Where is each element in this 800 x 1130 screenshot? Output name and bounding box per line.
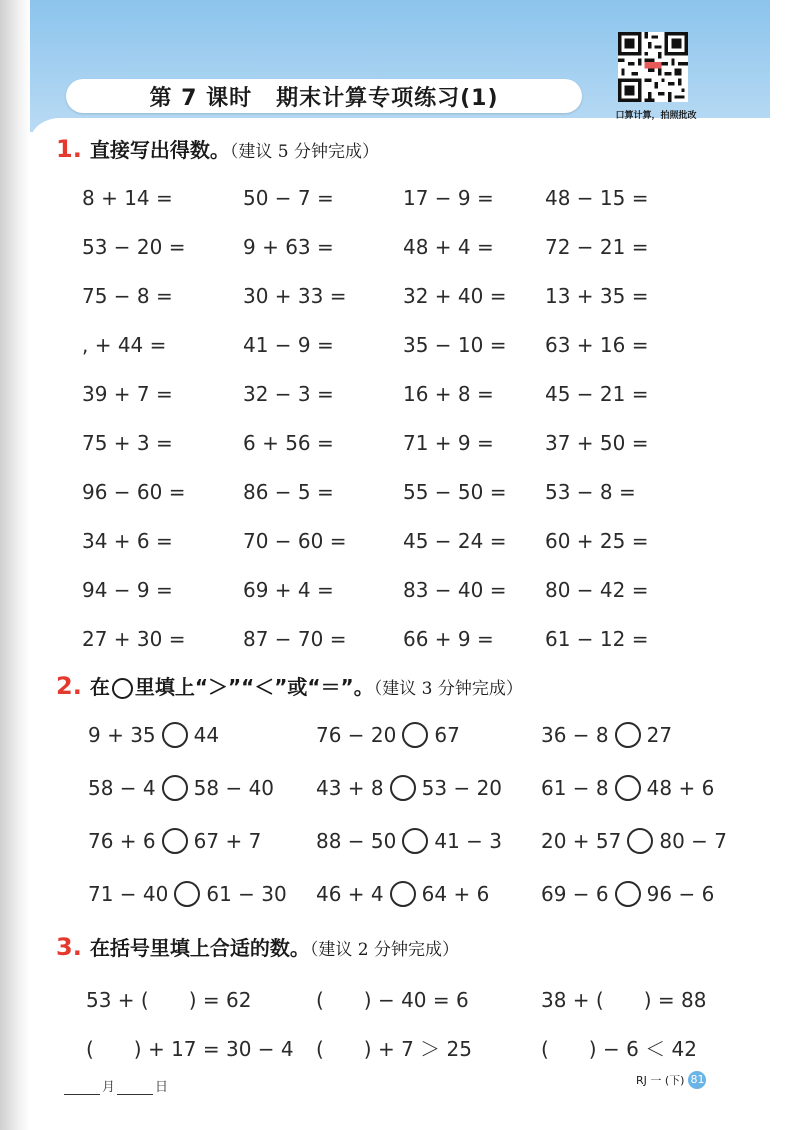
arithmetic-problem[interactable]: 8 + 14 = — [82, 186, 173, 210]
arithmetic-problem[interactable]: 70 − 60 = — [243, 529, 347, 553]
answer-circle[interactable] — [402, 722, 428, 748]
comparison-problem — [316, 722, 460, 748]
page-number: 81 — [688, 1071, 706, 1089]
edition-label: RJ 一 (下) — [636, 1074, 685, 1087]
left-expression: 9 + 35 — [88, 723, 156, 747]
arithmetic-problem[interactable]: 17 − 9 = — [403, 186, 494, 210]
arithmetic-problem[interactable]: 96 − 60 = — [82, 480, 186, 504]
right-expression: 58 − 40 — [193, 776, 275, 800]
arithmetic-problem[interactable]: 75 − 8 = — [82, 284, 173, 308]
fill-blank-problem[interactable]: ( ) − 6 ＜ 42 — [541, 1037, 697, 1061]
left-expression: 69 − 6 — [541, 882, 609, 906]
section2-number: 2. — [56, 672, 82, 700]
arithmetic-problem[interactable]: 53 − 20 = — [82, 235, 186, 259]
arithmetic-problem[interactable]: 13 + 35 = — [545, 284, 649, 308]
section3-number: 3. — [56, 933, 82, 961]
comparison-problem — [541, 828, 727, 854]
comparison-problem — [541, 881, 714, 907]
section1-heading — [56, 134, 379, 163]
right-expression: 53 − 20 — [421, 776, 503, 800]
day-label: 日 — [155, 1080, 169, 1095]
arithmetic-problem[interactable]: 30 + 33 = — [243, 284, 347, 308]
arithmetic-problem[interactable]: 35 − 10 = — [403, 333, 507, 357]
left-expression: 71 − 40 — [88, 882, 169, 906]
fill-blank-problem[interactable]: ( ) − 40 = 6 — [316, 988, 469, 1012]
comparison-problem — [541, 722, 672, 748]
arithmetic-problem[interactable]: 80 − 42 = — [545, 578, 649, 602]
arithmetic-problem[interactable]: , + 44 = — [82, 333, 167, 357]
answer-circle[interactable] — [402, 828, 428, 854]
right-expression: 41 − 3 — [434, 829, 503, 853]
fill-blank-problem[interactable]: 38 + ( ) = 88 — [541, 988, 707, 1012]
left-expression: 76 − 20 — [316, 723, 397, 747]
arithmetic-problem[interactable]: 86 − 5 = — [243, 480, 334, 504]
arithmetic-problem[interactable]: 75 + 3 = — [82, 431, 173, 455]
fill-blank-problem[interactable]: ( ) + 17 = 30 − 4 — [86, 1037, 294, 1061]
section2-instruction-b: 里填上“＞”“＜”或“＝”。 — [134, 675, 374, 699]
arithmetic-problem[interactable]: 66 + 9 = — [403, 627, 494, 651]
arithmetic-problem[interactable]: 45 − 21 = — [545, 382, 649, 406]
section2-heading — [56, 671, 523, 700]
answer-circle[interactable] — [390, 775, 416, 801]
arithmetic-problem[interactable]: 6 + 56 = — [243, 431, 334, 455]
arithmetic-problem[interactable]: 72 − 21 = — [545, 235, 649, 259]
section2-instruction-a: 在 — [89, 675, 110, 699]
left-expression: 58 − 4 — [88, 776, 156, 800]
section1-hint: （建议 5 分钟完成） — [229, 142, 379, 162]
answer-circle[interactable] — [615, 722, 641, 748]
arithmetic-problem[interactable]: 55 − 50 = — [403, 480, 507, 504]
arithmetic-problem[interactable]: 53 − 8 = — [545, 480, 636, 504]
arithmetic-problem[interactable]: 16 + 8 = — [403, 382, 494, 406]
section2-hint: （建议 3 分钟完成） — [373, 679, 523, 699]
comparison-problem — [316, 881, 489, 907]
qr-caption: 口算计算，拍照批改 — [615, 111, 697, 121]
comparison-problem — [88, 722, 219, 748]
answer-circle[interactable] — [162, 828, 188, 854]
left-expression: 46 + 4 — [316, 882, 384, 906]
section1-instruction: 直接写出得数。 — [89, 138, 230, 162]
right-expression: 44 — [193, 723, 220, 747]
comparison-problem — [316, 775, 502, 801]
comparison-problem — [316, 828, 502, 854]
right-expression: 64 + 6 — [421, 882, 490, 906]
answer-circle[interactable] — [615, 775, 641, 801]
right-expression: 61 − 30 — [206, 882, 287, 906]
page-binding-shadow — [0, 0, 30, 1130]
fill-blank-problem[interactable]: 53 + ( ) = 62 — [86, 988, 252, 1012]
section3-heading — [56, 932, 459, 961]
section1-number: 1. — [56, 135, 82, 163]
date-field[interactable] — [62, 1076, 168, 1095]
left-expression: 61 − 8 — [541, 776, 609, 800]
arithmetic-problem[interactable]: 32 − 3 = — [243, 382, 334, 406]
arithmetic-problem[interactable]: 41 − 9 = — [243, 333, 334, 357]
section3-hint: （建议 2 分钟完成） — [309, 940, 459, 960]
answer-circle[interactable] — [390, 881, 416, 907]
arithmetic-problem[interactable]: 27 + 30 = — [82, 627, 186, 651]
lesson-label: 第 7 课时 — [149, 85, 253, 111]
right-expression: 27 — [646, 723, 673, 747]
right-expression: 67 — [434, 723, 460, 747]
comparison-problem — [88, 881, 287, 907]
arithmetic-problem[interactable]: 87 − 70 = — [243, 627, 347, 651]
title-text: 期末计算专项练习(1) — [276, 85, 499, 111]
arithmetic-problem[interactable]: 83 − 40 = — [403, 578, 507, 602]
answer-circle[interactable] — [162, 722, 188, 748]
comparison-problem — [88, 775, 274, 801]
comparison-problem — [541, 775, 714, 801]
left-expression: 43 + 8 — [316, 776, 384, 800]
left-expression: 76 + 6 — [88, 829, 156, 853]
arithmetic-problem[interactable]: 37 + 50 = — [545, 431, 649, 455]
comparison-problem — [88, 828, 261, 854]
arithmetic-problem[interactable]: 60 + 25 = — [545, 529, 649, 553]
arithmetic-problem[interactable]: 39 + 7 = — [82, 382, 173, 406]
arithmetic-problem[interactable]: 71 + 9 = — [403, 431, 494, 455]
circle-icon — [112, 678, 133, 699]
right-expression: 96 − 6 — [646, 882, 715, 906]
left-expression: 20 + 57 — [541, 829, 622, 853]
arithmetic-problem[interactable]: 50 − 7 = — [243, 186, 334, 210]
arithmetic-problem[interactable]: 61 − 12 = — [545, 627, 649, 651]
answer-circle[interactable] — [615, 881, 641, 907]
section3-instruction: 在括号里填上合适的数。 — [89, 936, 310, 960]
arithmetic-problem[interactable]: 9 + 63 = — [243, 235, 334, 259]
arithmetic-problem[interactable]: 69 + 4 = — [243, 578, 334, 602]
arithmetic-problem[interactable]: 48 − 15 = — [545, 186, 649, 210]
answer-circle[interactable] — [162, 775, 188, 801]
arithmetic-problem[interactable]: 32 + 40 = — [403, 284, 507, 308]
arithmetic-problem[interactable]: 34 + 6 = — [82, 529, 173, 553]
month-label: 月 — [102, 1080, 116, 1095]
arithmetic-problem[interactable]: 63 + 16 = — [545, 333, 649, 357]
right-expression: 67 + 7 — [193, 829, 262, 853]
left-expression: 36 − 8 — [541, 723, 609, 747]
page-title — [66, 79, 582, 113]
arithmetic-problem[interactable]: 94 − 9 = — [82, 578, 173, 602]
qr-code-icon[interactable] — [618, 32, 688, 102]
answer-circle[interactable] — [174, 881, 200, 907]
right-expression: 80 − 7 — [659, 829, 728, 853]
page-footer — [636, 1071, 706, 1089]
right-expression: 48 + 6 — [646, 776, 715, 800]
left-expression: 88 − 50 — [316, 829, 397, 853]
answer-circle[interactable] — [627, 828, 653, 854]
arithmetic-problem[interactable]: 45 − 24 = — [403, 529, 507, 553]
fill-blank-problem[interactable]: ( ) + 7 ＞ 25 — [316, 1037, 472, 1061]
arithmetic-problem[interactable]: 48 + 4 = — [403, 235, 494, 259]
